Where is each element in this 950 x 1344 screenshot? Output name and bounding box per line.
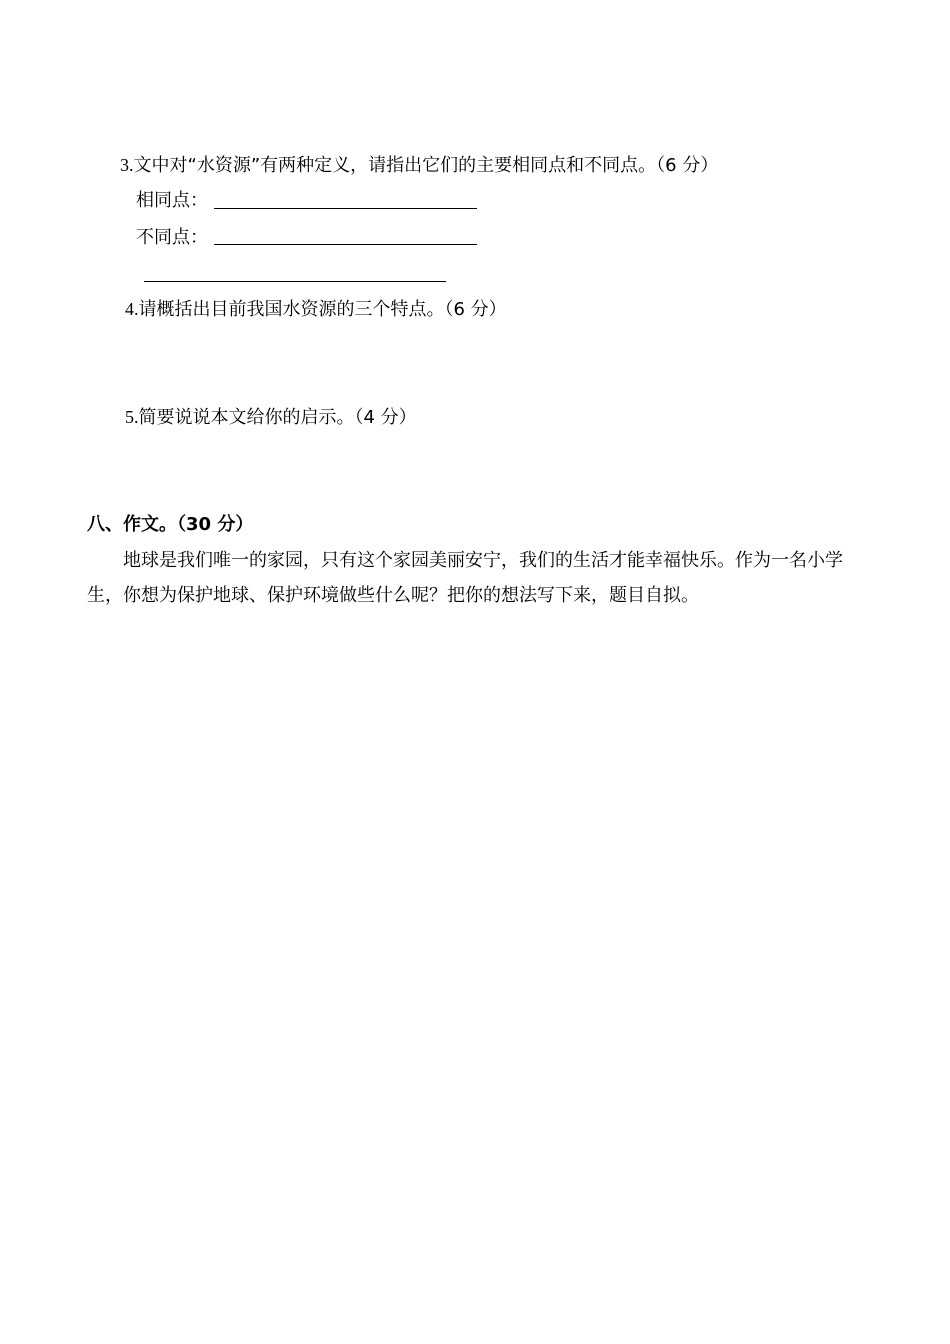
different-points-label: 不同点： [136,227,208,248]
question-3-number: 3. [120,155,134,175]
question-4-text: 请概括出目前我国水资源的三个特点。 [138,299,445,320]
similar-points-answer-line[interactable] [214,208,477,209]
composition-prompt: 地球是我们唯一的家园，只有这个家园美丽安宁，我们的生活才能幸福快乐。作为一名小学生，你想为保护地球、保护环境做些什么呢？把你的想法写下来，题目自拟。 [87,550,843,606]
question-4 [125,297,507,322]
different-points-answer-line[interactable] [214,244,477,245]
question-4-number: 4. [125,299,139,319]
different-points-answer-line-2[interactable] [144,281,446,282]
question-5 [125,405,417,430]
question-4-score: （6 分） [444,299,507,320]
question-5-number: 5. [125,407,139,427]
similar-points-label: 相同点： [136,190,208,211]
question-5-text: 简要说说本文给你的启示。 [138,407,355,428]
question-3 [120,153,718,178]
question-3-score: （6 分） [656,155,719,176]
question-3-text: 文中对“水资源”有两种定义，请指出它们的主要相同点和不同点。 [133,155,657,176]
question-5-score: （4 分） [354,407,417,428]
composition-section-title: 八、作文。（30 分） [87,514,254,535]
